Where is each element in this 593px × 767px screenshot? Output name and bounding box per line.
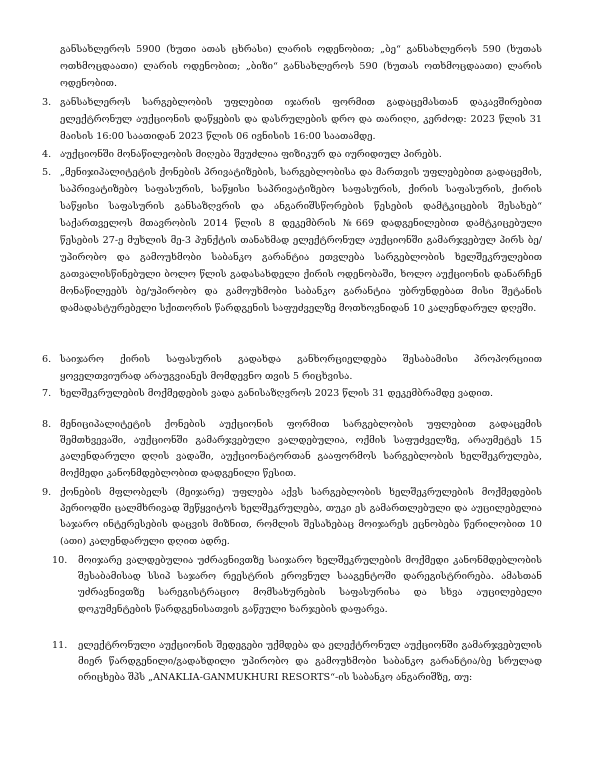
item-text: განსახლეროს 5900 (ხუთი ათას ცხრასი) ლარის ოდენობით; „ბე“ განსახლეროს 590 (ხუთას ოთხმოცდაათი) ლარის ოდენობით; „ბიზი“ განსახლეროს 590 (ხუთას ოთხმოცდაათი) ლარის ოდენობით. — [60, 44, 542, 89]
item-text: განსახლეროს სარგებლობის უფლებით იჯარის ფორმით გადაცემასთან დაკავშირებით ელექტრონულ აუქციონის დაწყების და დასრულების დრო და თარიღი, კერძოდ: 2023 წლის 31 მაისის 16:00 საათიდან 2023 წლის 06 ივნისის 16:00 საათამდე. — [60, 97, 542, 142]
list-item-4 — [42, 146, 542, 163]
item-text: ელექტრონული აუქციონის შედეგები უქმდება და ელექტრონულ აუქციონში გამარჯვებულის მიერ წარდგენილი/გადახდილი უპირობო და გამოუხმობი საბანკო გარანტია/ბე სრულად ირიცხება შპს „ANAKLIA-GANMUKHURI RESORTS“-ის საბანკო ანგარიშზე, თუ: — [78, 640, 542, 684]
item-text: მოიჯარე ვალდებულია უძრავნივთზე საიჯარო ხელშეკრულების მოქმედი კანონმდებლობის შესაბამისად სსიპ საჯარო რეესტრის ეროვნულ სააგენტოში დარეგისტრირება. ამასთან უძრავნივთზე სარეგისტრაციო მომსახურების საფასურისა და სხვა აუცილებელი დოკუმენტების წარდგენისათვის გაწეული ხარჯების დაფარვა. — [78, 555, 542, 615]
item-text: აუქციონში მონაწილეობის მიღება შეუძლია ფიზიკურ და იურიდიულ პირებს. — [60, 149, 442, 160]
list-item-11 — [52, 638, 542, 687]
item-number: 9. — [42, 487, 52, 498]
item-number: 5. — [42, 167, 52, 178]
item-number: 6. — [42, 354, 52, 365]
item-number: 11. — [52, 640, 68, 651]
list-item-5 — [42, 164, 542, 317]
item-number: 10. — [52, 555, 68, 566]
list-item-6 — [42, 351, 542, 385]
list-item-9 — [42, 485, 542, 550]
item-text: საიჯარო ქირის საფასურის გადახდა განხორციელდება შესაბამისი პროპორციით ყოველთვიურად არაუგვიანეს მომდევნო თვის 5 რიცხვისა. — [60, 354, 542, 382]
list-item-7 — [42, 385, 542, 402]
item-number: 7. — [42, 388, 52, 399]
item-text: „მენიჯიპალიტეტის ქონების პრივატიზების, სარგებლობისა და მართვის უფლებებით გადაცემის, საპრივატიზებო საფასურის, საწყისი საპრივატიზებო საფასურის, ქირის საფასურის, ქირის საწყისი საფასურის განსაზღვრის და ანგარიშსწორების წესების დამტკიცების შესახებ“ საქართველოს მთავრობის 2014 წლის 8 დეკემბრის №669 დადგენილებით დამტკიცებული წესების 27-ე მუხლის მე-3 პუნქტის თანახმად ელექტრონულ აუქციონში გამარჯვებულ პირს ბე/უპირობო და გამოუხმობი საბანკო გარანტია ეთვლება სარგებლობის ხელშეკრულებით გათვალისწინებული ბოლო წლის გადასახდელი ქირის ოდენობაში, ხოლო აუქციონის დანარჩენ მონაწილეებს ბე/უპირობო და გამოუხმობი საბანკო გარანტია უბრუნდებათ მისი შეტანის დამადასტურებელი სქითორის წარდგენის საფუძველზე მოთხოვნიდან 10 კალენდარულ დღეში. — [60, 167, 542, 314]
item-number: 3. — [42, 97, 52, 108]
item-text: მენიციპალიტეტის ქონების აუქციონის ფორმით სარგებლობის უფლებით გადაცემის შემთხვევაში, აუქციონში გამარჯვებული ვალდებულია, ოქმის საფუძველზე, არაუმეტეს 15 კალენდარული დღის ვადაში, აუქციონატორთან გააფორმოს სარგებლობის ხელშეკრულება, მოქმედი კანონმდებლობით დადგენილი წესით. — [60, 419, 542, 479]
list-item-10 — [52, 553, 542, 618]
item-number: 4. — [42, 149, 52, 160]
list-item-8 — [42, 417, 542, 482]
item-text: ქონების მფლობელს (მეიჯარე) უფლება აქვს სარგებლობის ხელშეკრულების მოქმედების პერიოდში ცალმხრივად შეწყვიტოს ხელშეკრულება, თუკი ეს გამართლებული და აუცილებელია საჯარო ინტერესების დაცვის მიზნით, რომლის შესახებაც მოიჯარეს ეცნობება წერილობით 10 (ათი) კალენდარული დღით ადრე. — [60, 487, 542, 547]
list-item-2-continuation — [60, 41, 542, 92]
item-number: 8. — [42, 419, 52, 430]
item-text: ხელშეკრულების მოქმედების ვადა განისაზღვროს 2023 წლის 31 დეკემბრამდე ვადით. — [60, 388, 493, 399]
list-item-3 — [42, 94, 542, 145]
